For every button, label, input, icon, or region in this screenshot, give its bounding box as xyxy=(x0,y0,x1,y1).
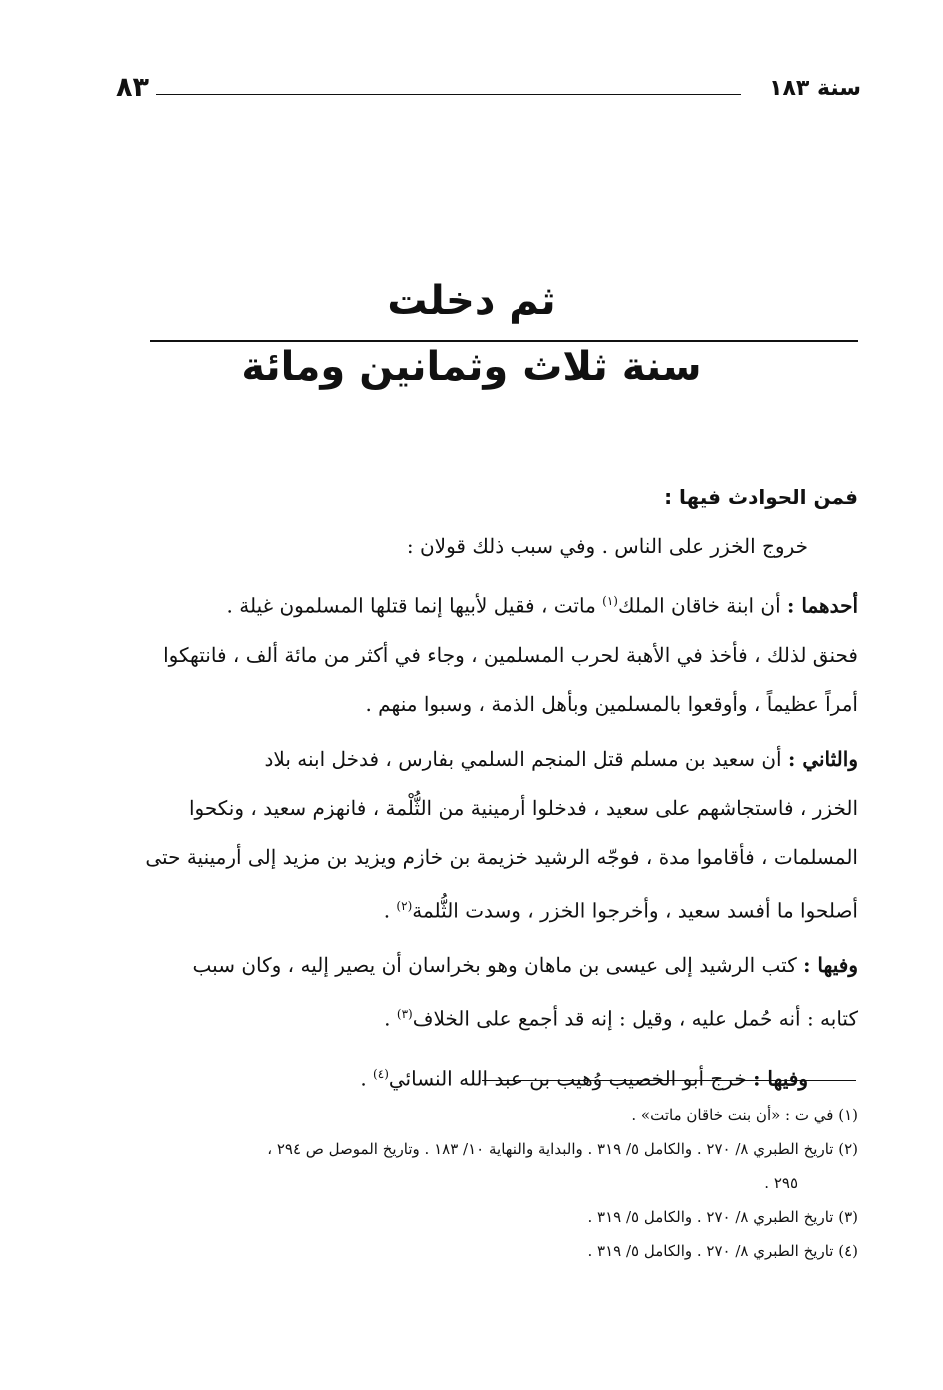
header-rule xyxy=(156,94,741,95)
footnotes xyxy=(108,1098,858,1268)
text-line: كتابه : أنه حُمل عليه ، وقيل : إنه قد أجمع على الخلاف$^{(٣)}$ . xyxy=(384,1006,858,1031)
text-line: أحدهما : أن ابنة خاقان الملك$^{(١)}$ ماتت ، فقيل لأبيها إنما قتلها المسلمون غيلة . xyxy=(226,593,858,618)
chapter-heading-line1: ثم دخلت xyxy=(387,278,556,324)
footnote-2-continuation: ٢٩٥ . xyxy=(764,1174,798,1192)
paragraph-4 xyxy=(108,941,858,1044)
paragraph-lead: وفيها : xyxy=(803,953,858,978)
text-line: المسلمات ، فأقاموا مدة ، فوجّه الرشيد خزيمة بن خازم ويزيد بن مزيد إلى أرمينية حتى xyxy=(145,844,858,869)
footnote-ref-2: (٢) xyxy=(396,898,413,913)
text-line: فحنق لذلك ، فأخذ في الأهبة لحرب المسلمين ، وجاء في أكثر من مائة ألف ، فانتهكوا xyxy=(163,642,858,667)
running-header xyxy=(108,68,861,108)
paragraph-2 xyxy=(108,577,858,729)
text-line: وفيها : كتب الرشيد إلى عيسى بن ماهان وهو بخراسان أن يصير إليه ، وكان سبب xyxy=(192,953,858,978)
paragraph-3 xyxy=(108,735,858,936)
chapter-heading-rule xyxy=(150,340,858,342)
text-line: الخزر ، فاستجاشهم على سعيد ، فدخلوا أرمينية من الثُّلْمة ، فانهزم سعيد ، ونكحوا xyxy=(188,795,858,820)
footnote-ref-3: (٣) xyxy=(396,1007,413,1022)
text-line: وفيها : خرج أبو الخصيب وُهيب بن عبد الله النسائي$^{(٤)}$ . xyxy=(360,1066,808,1091)
paragraph-1 xyxy=(108,522,858,571)
paragraph-5 xyxy=(108,1050,858,1104)
footnote-ref-1: (١) xyxy=(602,594,618,608)
paragraph-lead: والثاني : xyxy=(787,746,858,771)
paragraph-lead: أحدهما : xyxy=(787,593,858,618)
text-line: أصلحوا ما أفسد سعيد ، وأخرجوا الخزر ، وسدت الثُّلمة$^{(٢)}$ . xyxy=(383,898,858,923)
footnote-ref-4: (٤) xyxy=(373,1066,389,1081)
text-line: خروج الخزر على الناس . وفي سبب ذلك قولان : xyxy=(406,534,808,558)
page-number: ٨٣ xyxy=(116,72,149,103)
footnote-rule xyxy=(482,1080,856,1081)
footnote-3: (٣) تاريخ الطبري ٨/ ٢٧٠ . والكامل ٥/ ٣١٩ . xyxy=(587,1208,858,1226)
running-title: سنة ١٨٣ xyxy=(769,76,861,101)
paragraph-lead: وفيها : xyxy=(753,1066,808,1091)
text-line: أمراً عظيماً ، وأوقعوا بالمسلمين وبأهل الذمة ، وسبوا منهم . xyxy=(365,691,858,716)
footnote-1: (١) في ت : «أن بنت خاقان ماتت» . xyxy=(631,1106,858,1124)
body-text xyxy=(108,472,858,1104)
text-line: والثاني : أن سعيد بن مسلم قتل المنجم السلمي بفارس ، فدخل ابنه بلاد xyxy=(264,746,858,771)
section-intro: فمن الحوادث فيها : xyxy=(664,485,858,509)
footnote-2: (٢) تاريخ الطبري ٨/ ٢٧٠ . والكامل ٥/ ٣١٩ . والبداية والنهاية ١٠/ ١٨٣ . وتاريخ الموصل ص ٢٩٤ ، xyxy=(267,1140,858,1158)
chapter-heading-line2: سنة ثلاث وثمانين ومائة xyxy=(241,344,702,390)
footnote-4: (٤) تاريخ الطبري ٨/ ٢٧٠ . والكامل ٥/ ٣١٩ . xyxy=(587,1242,858,1260)
